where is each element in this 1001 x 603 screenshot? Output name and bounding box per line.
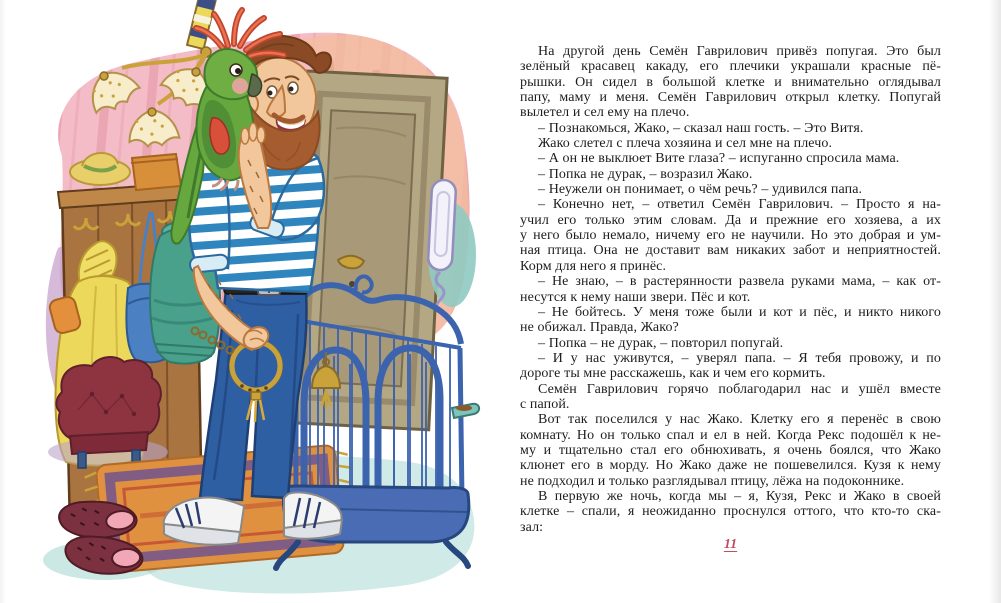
story-line: клюнет его в морду. Но Жако даже не пошевелился. Кузя к нему	[520, 458, 941, 474]
story-line: Жако слетел с плеча хозяина и сел мне на плечо.	[538, 136, 833, 152]
hat-box	[131, 154, 181, 190]
story-line: дороге ты мне расскажешь, как и чем его кормить.	[520, 366, 826, 382]
story-line: – Попка – не дурак, – повторил попугай.	[538, 335, 784, 351]
story-line: у него было немало, ничему его не научили. Но это добрая и ум-	[520, 228, 941, 244]
story-line: – Не знаю, – в растерянности развела руками мама, – как от-	[538, 274, 941, 290]
story-line: несутся к нему наши звери. Пёс и кот.	[520, 289, 751, 305]
page-left-edge	[0, 0, 6, 603]
story-line: – Познакомься, Жако, – сказал наш гость. – Это Витя.	[538, 120, 864, 136]
story-line: Вот так поселился у нас Жако. Клетку его я перенёс в свою	[538, 412, 941, 428]
story-line: учил его только этим словам. Да и прежние его хозяева, а их	[520, 212, 941, 228]
story-line: не обижал. Правда, Жако?	[520, 320, 679, 336]
page-number: 11	[723, 537, 738, 552]
story-line: клетке – спали, я неожиданно проснулся оттого, что кто-то ска-	[520, 504, 941, 520]
story-line: В первую же ночь, когда мы – я, Кузя, Рекс и Жако в своей	[538, 488, 941, 504]
parrot-cheek	[232, 78, 248, 94]
story-line: – Конечно нет, – ответил Семён Гаврилович. – Просто я на-	[538, 197, 941, 213]
pet-sofa	[48, 357, 168, 468]
page-right-edge	[989, 0, 1001, 603]
story-line: зал:	[520, 519, 544, 535]
story-line: му и тщательно стал его обнюхивать, я очень боялся, что Жако	[520, 442, 941, 458]
story-line: вылетел и сел ему на плечо.	[520, 105, 690, 121]
story-line: Корм для него я принёс.	[520, 258, 667, 274]
story-line: зелёный красавец какаду, его плечики украшали красные пё-	[520, 59, 941, 75]
story-line: – И у нас уживутся, – уверял папа. – Я тебя провожу, и по	[538, 350, 941, 366]
story-line: папу, маму и меня. Семён Гаврилович открыл клетку. Попугай	[520, 90, 941, 106]
story-line: с папой.	[520, 396, 570, 412]
cage-food-bowl	[452, 404, 479, 418]
story-line: – Неужели он понимает, о чём речь? – удивился папа.	[538, 182, 863, 198]
story-line: – Попка не дурак, – возразил Жако.	[538, 166, 753, 182]
story-line: рышки. Он сидел в большой клетке и внимательно оглядывал	[520, 74, 941, 90]
story-line: – Не бойтесь. У меня тоже были и кот и пёс, и никто никого	[538, 304, 941, 320]
story-line: ная птица. Она не доставит вам никаких забот и неприятностей.	[520, 243, 941, 259]
story-line: – А он не выклюет Вите глаза? – испуганно спросила мама.	[538, 151, 900, 167]
story-line: комнату. Но он только спал и ел в ней. Когда Рекс подошёл к не-	[520, 427, 941, 443]
story-line: На другой день Семён Гаврилович привёз попугая. Это был	[538, 44, 941, 59]
book-illustration	[0, 0, 500, 603]
story-line: не подходил и только разглядывал птицу, лёжа на подоконнике.	[520, 473, 905, 489]
story-text	[520, 44, 941, 535]
story-line: Семён Гаврилович горячо поблагодарил нас и ушёл вместе	[538, 381, 941, 397]
